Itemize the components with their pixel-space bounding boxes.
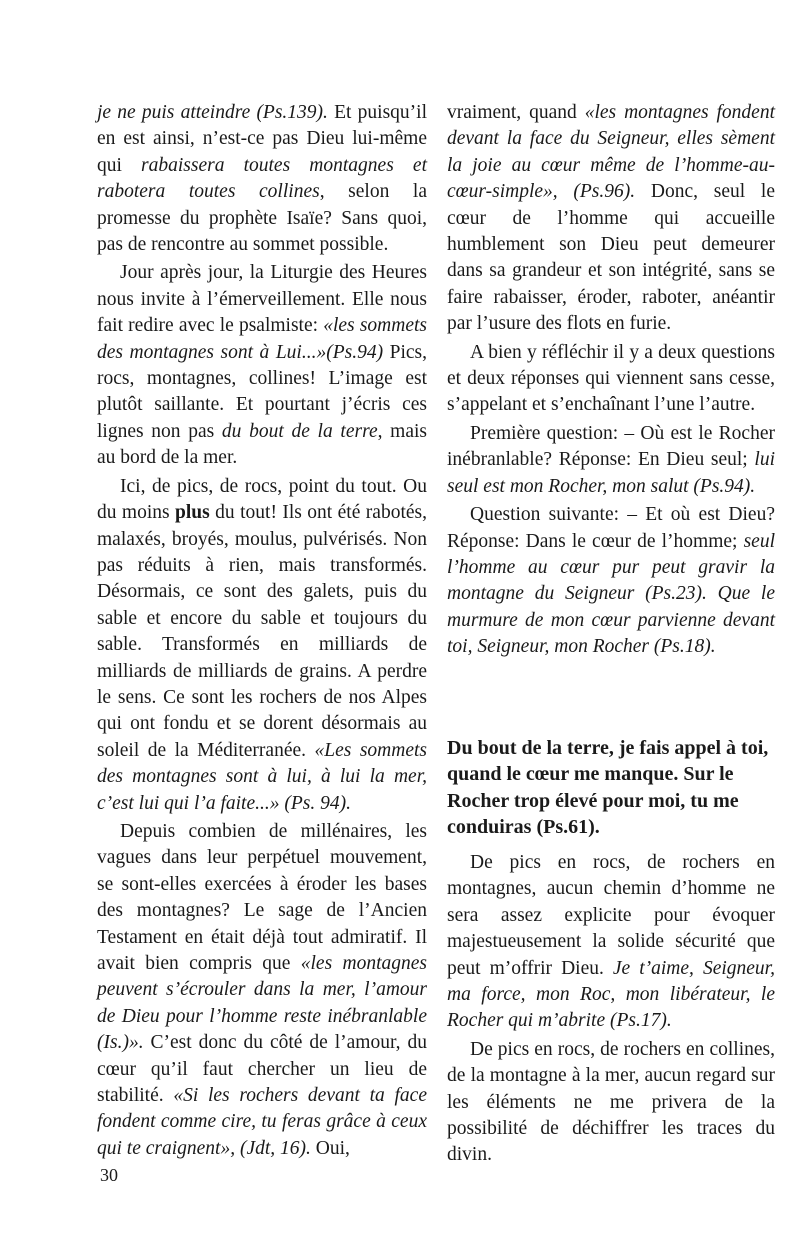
- text-run: Pics, rocs, montagnes, collines! L’image est plutôt saillante. Et pourtant j’écris ces lignes non pas: [97, 341, 427, 442]
- page-number: 30: [100, 1165, 118, 1185]
- left-column: [97, 100, 427, 1162]
- bold-text: plus: [175, 502, 210, 524]
- text-run: Jour après jour, la Liturgie des Heures nous invite à l’émerveillement. Elle nous fait redire avec le psalmiste:: [97, 262, 427, 337]
- paragraph: [447, 421, 775, 500]
- text-run: De pics en rocs, de rochers en montagnes, aucun chemin d’homme ne sera assez explicite pour évoquer majestueusement la solide sécurité que peut m’offrir Dieu.: [447, 852, 775, 979]
- section-heading: Du bout de la terre, je fais appel à toi, quand le cœur me manque. Sur le Rocher trop élevé pour moi, tu me conduiras (Ps.61).: [447, 737, 769, 839]
- italic-text: du bout de la terre: [221, 420, 378, 442]
- italic-text: je ne puis atteindre (Ps.139).: [97, 102, 328, 123]
- italic-text: rabaissera toutes montagnes et rabotera toutes collines: [97, 154, 427, 203]
- right-column: [447, 100, 775, 661]
- paragraph: [447, 340, 775, 419]
- text-run: Donc, seul le cœur de l’homme qui accueille humblement son Dieu peut demeurer dans sa grandeur et son intégrité, sans se faire rabaisser, éroder, raboter, anéantir par l’usure des flots en furie.: [447, 181, 775, 335]
- text-run: vraiment, quand: [447, 102, 585, 123]
- text-run: Première question: – Où est le Rocher inébranlable? Réponse: En Dieu seul;: [447, 422, 775, 471]
- italic-text: «les montagnes peuvent s’écrouler dans la mer, l’amour de Dieu pour l’homme reste inébranlable (Is.)».: [97, 953, 427, 1054]
- paragraph: [447, 850, 775, 1035]
- italic-text: Je t’aime, Seigneur, ma force, mon Roc, mon libérateur, le Rocher qui m’abrite (Ps.17).: [447, 957, 775, 1032]
- paragraph: [97, 100, 427, 258]
- paragraph: [447, 502, 775, 660]
- italic-text: seul l’homme au cœur pur peut gravir la montagne du Seigneur (Ps.23). Que le murmure de mon cœur parvienne devant toi, Seigneur, mon Rocher (Ps.18).: [447, 530, 775, 658]
- section-body: [447, 850, 775, 1169]
- text-run: A bien y réfléchir il y a deux questions et deux réponses qui viennent sans cesse, s’appelant et s’enchaînant l’une l’autre.: [447, 341, 775, 416]
- text-run: du tout! Ils ont été rabotés, malaxés, broyés, moulus, pulvérisés. Non pas réduits à rien, mais transformés. Désormais, ce sont des galets, puis du sable et encore du sable et toujours du sable. Transformés en milliards de milliards de milliards de grains. A perdre le sens. Ce sont les rochers de nos Alpes qui ont fondu et se dorent désormais au soleil de la Méditerranée.: [97, 502, 427, 761]
- italic-text: «Les sommets des montagnes sont à lui, à lui la mer, c’est lui qui l’a faite...» (Ps. 94).: [97, 739, 427, 814]
- text-run: C’est donc du côté de l’amour, du cœur qu’il faut chercher un lieu de stabilité.: [97, 1032, 427, 1107]
- text-run: Ici, de pics, de rocs, point du tout. Ou du moins: [97, 475, 427, 524]
- text-run: , selon la promesse du prophète Isaïe? Sans quoi, pas de rencontre au sommet possible.: [97, 181, 427, 256]
- paragraph: [447, 1037, 775, 1169]
- paragraph: [97, 819, 427, 1162]
- italic-text: lui seul est mon Rocher, mon salut (Ps.94).: [447, 449, 775, 497]
- italic-text: «les montagnes fondent devant la face du Seigneur, elles sèment la joie au cœur même de l’homme-au-cœur-simple», (Ps.96).: [447, 102, 775, 203]
- text-run: Depuis combien de millénaires, les vagues dans leur perpétuel mouvement, se sont-elles exercées à éroder les bases des montagnes? Le sage de l’Ancien Testament en était déjà tout admiratif. Il avait bien compris que: [97, 820, 427, 974]
- italic-text: «les sommets des montagnes sont à Lui...»(Ps.94): [97, 315, 427, 363]
- text-run: De pics en rocs, de rochers en collines, de la montagne à la mer, aucun regard sur les éléments ne me privera de la possibilité de déchiffrer les traces du divin.: [447, 1038, 775, 1166]
- text-run: , mais au bord de la mer.: [97, 420, 427, 469]
- italic-text: «Si les rochers devant ta face fondent comme cire, tu feras grâce à ceux qui te craignent», (Jdt, 16).: [97, 1085, 427, 1159]
- text-run: Oui,: [310, 1137, 350, 1159]
- paragraph: [447, 100, 775, 338]
- paragraph: [97, 474, 427, 817]
- text-run: Et puisqu’il en est ainsi, n’est-ce pas Dieu lui-même qui: [97, 102, 427, 176]
- text-run: Question suivante: – Et où est Dieu? Réponse: Dans le cœur de l’homme;: [447, 504, 775, 552]
- paragraph: [97, 260, 427, 471]
